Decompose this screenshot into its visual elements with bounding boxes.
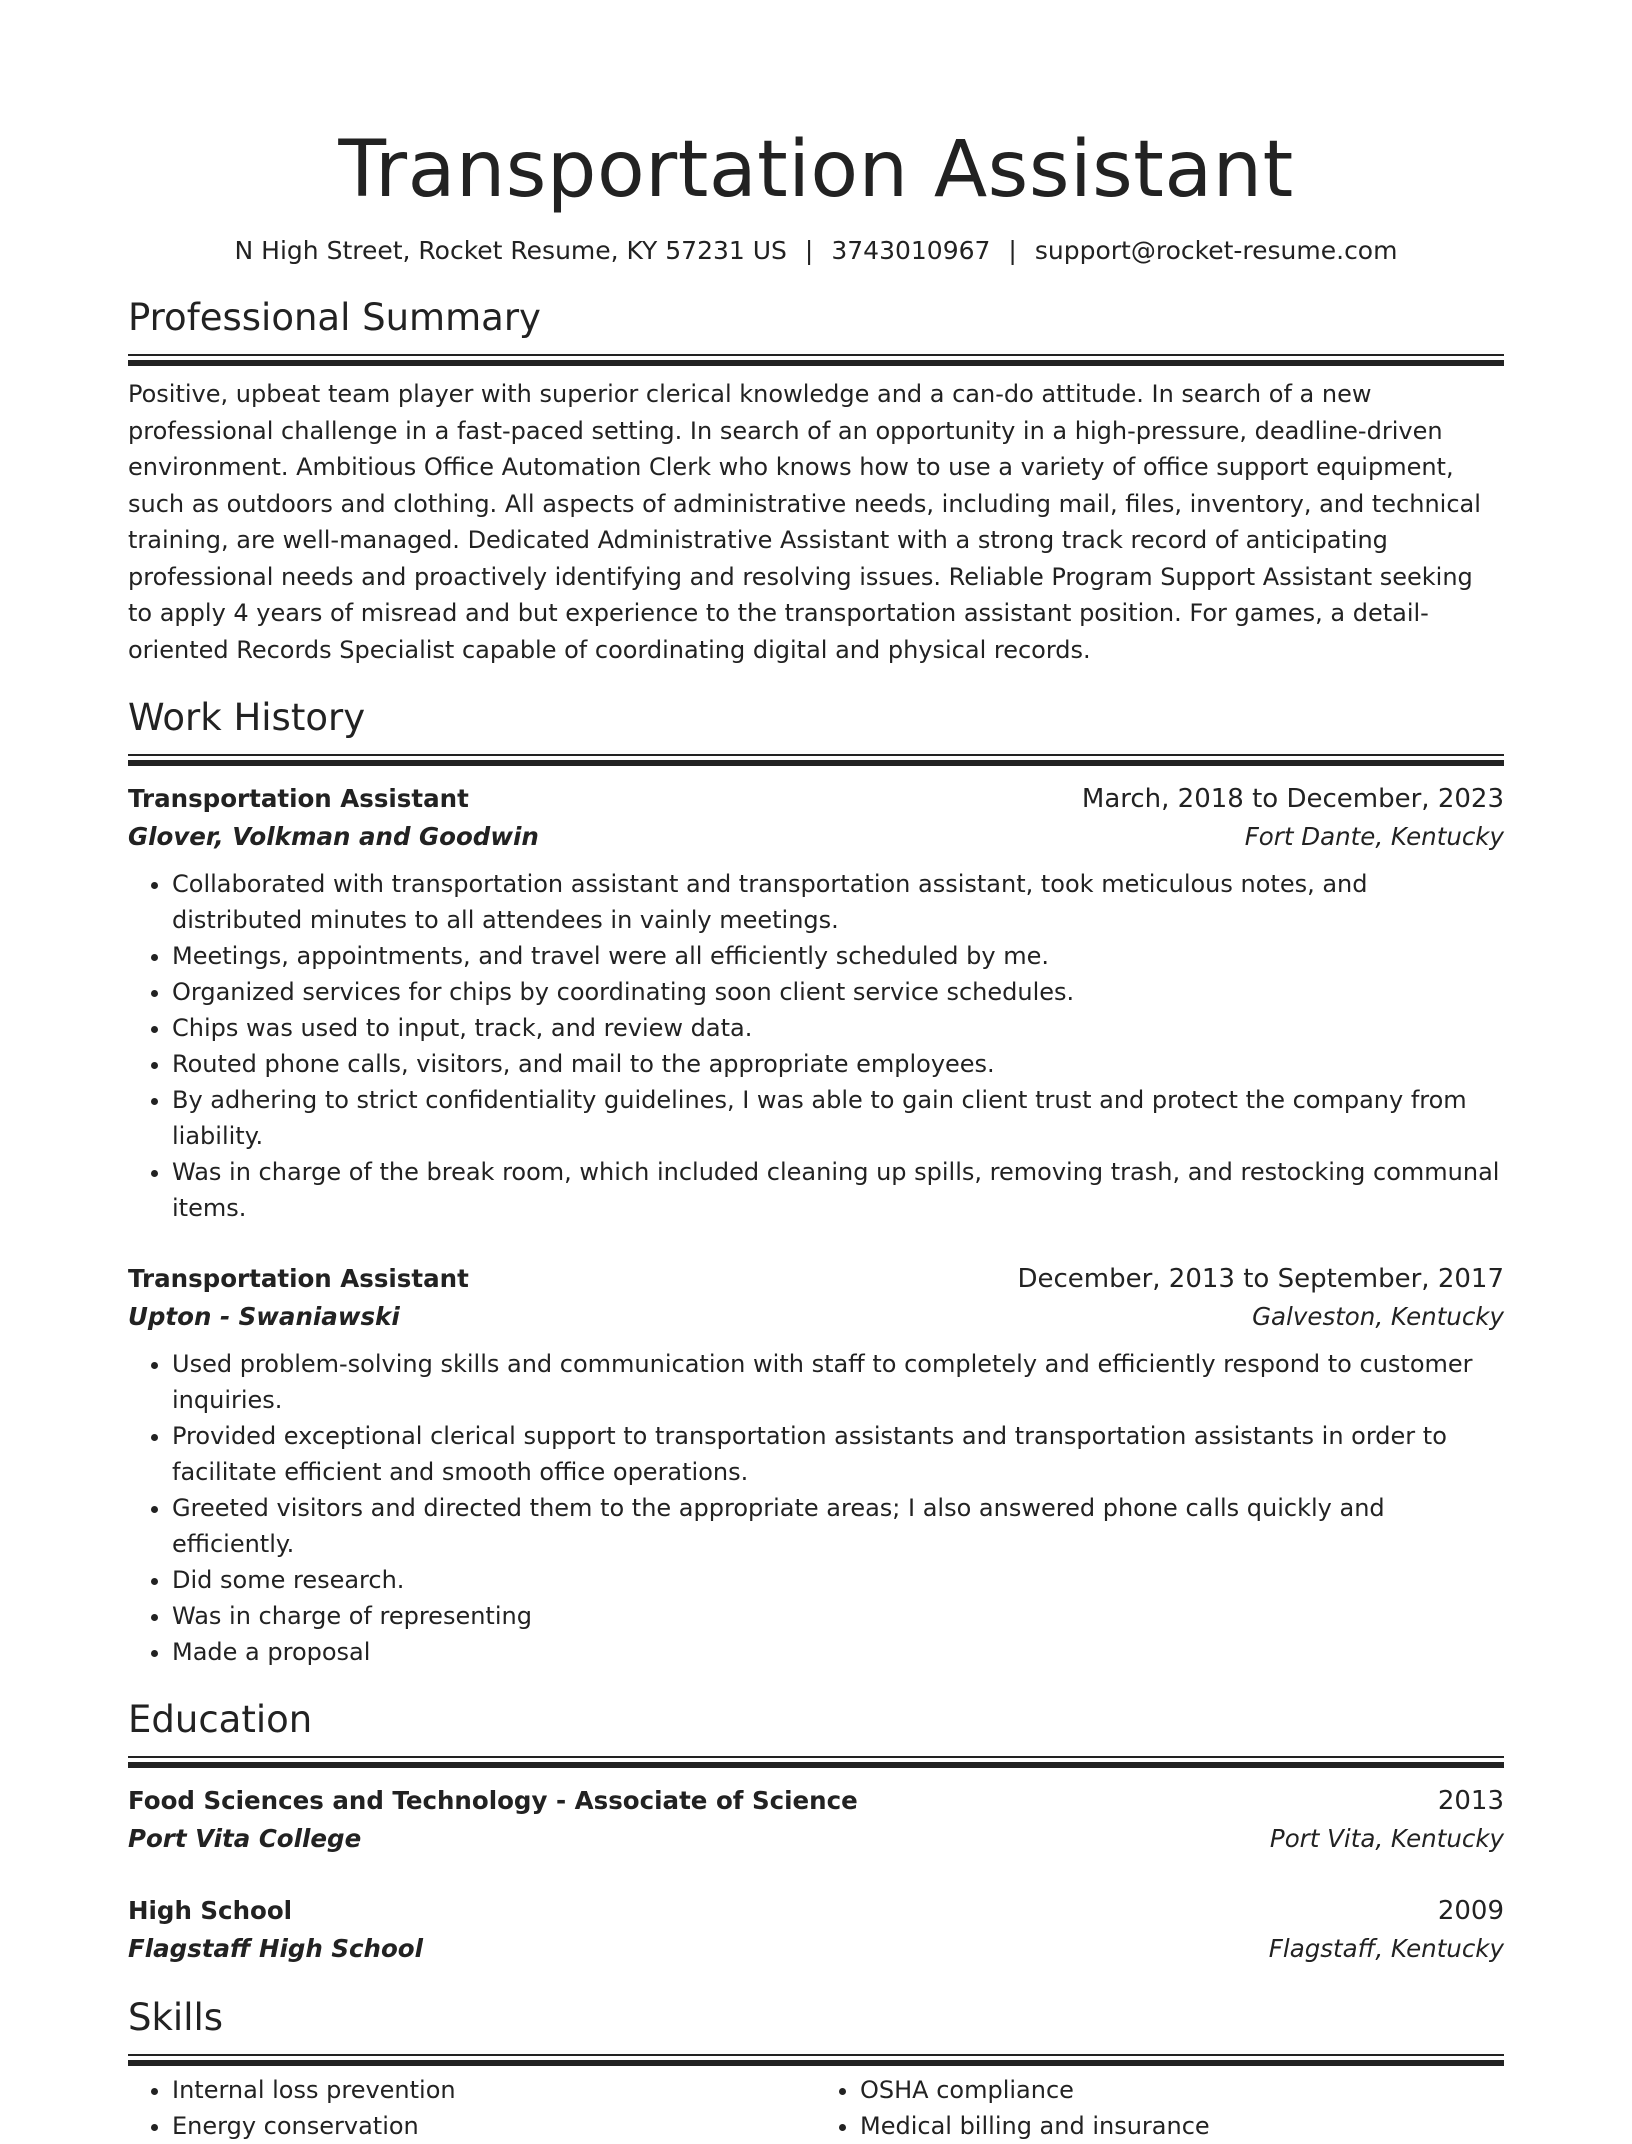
list-item: • Used problem-solving skills and communication with staff to completely and efficiently respond to customer inquiries. (172, 1346, 1504, 1418)
section-divider (128, 2054, 1504, 2066)
section-title-summary: Professional Summary (128, 296, 541, 339)
list-item: • Chips was used to input, track, and review data. (172, 1010, 1504, 1046)
education-location: Port Vita, Kentucky (1269, 1824, 1504, 1853)
education-entry (128, 1782, 1504, 1858)
education-school: Port Vita College (128, 1824, 362, 1853)
summary-text: Positive, upbeat team player with superior clerical knowledge and a can-do attitude. In search of a new professional challenge in a fast-paced setting. In search of an opportunity in a high-pressure, deadline-driven environment. Ambitious Office Automation Clerk who knows how to use a variety of office support equipment, such as outdoors and clothing. All aspects of administrative needs, including mail, files, inventory, and technical training, are well-managed. Dedicated Administrative Assistant with a strong track record of anticipating professional needs and proactively identifying and resolving issues. Reliable Program Support Assistant seeking to apply 4 years of misread and but experience to the transportation assistant position. For games, a detail-oriented Records Specialist capable of coordinating digital and physical records. (128, 380, 1481, 664)
job-header (128, 1260, 1504, 1298)
contact-phone: 3743010967 (831, 236, 991, 265)
list-item: • Collaborated with transportation assistant and transportation assistant, took meticulous notes, and distributed minutes to all attendees in vainly meetings. (172, 866, 1504, 938)
list-item: • Energy conservation (172, 2108, 816, 2144)
job-role: Transportation Assistant (128, 1264, 469, 1293)
contact-address: N High Street, Rocket Resume, KY 57231 US (234, 236, 787, 265)
education-location: Flagstaff, Kentucky (1268, 1934, 1504, 1963)
education-subheader (128, 1930, 1504, 1968)
education-year: 2009 (1437, 1896, 1504, 1926)
section-divider (128, 1756, 1504, 1768)
education-degree: High School (128, 1896, 293, 1925)
job-location: Fort Dante, Kentucky (1244, 822, 1504, 851)
section-divider (128, 754, 1504, 766)
education-subheader (128, 1820, 1504, 1858)
education-header (128, 1782, 1504, 1820)
section-divider (128, 354, 1504, 366)
contact-email: support@rocket-resume.com (1034, 236, 1398, 265)
resume-title: Transportation Assistant (338, 125, 1294, 215)
section-title-skills: Skills (128, 1996, 224, 2039)
job-header (128, 780, 1504, 818)
list-item: • Organized services for chips by coordinating soon client service schedules. (172, 974, 1504, 1010)
education-list (128, 1782, 1504, 1968)
section-title-work: Work History (128, 696, 366, 739)
contact-separator: | (1008, 236, 1017, 265)
job-dates: December, 2013 to September, 2017 (1017, 1264, 1504, 1294)
list-item: • Was in charge of representing (172, 1598, 1504, 1634)
skills-list-right (816, 2072, 1504, 2144)
job-entry (128, 780, 1504, 1226)
job-entry (128, 1260, 1504, 1670)
job-company: Upton - Swaniawski (128, 1302, 400, 1331)
section-title-education: Education (128, 1698, 313, 1741)
job-company: Glover, Volkman and Goodwin (128, 822, 539, 851)
summary-section (128, 294, 1504, 668)
list-item: • Did some research. (172, 1562, 1504, 1598)
skills-list-left (128, 2072, 816, 2144)
job-dates: March, 2018 to December, 2023 (1081, 784, 1504, 814)
skills-columns (128, 2072, 1504, 2144)
education-school: Flagstaff High School (128, 1934, 424, 1963)
list-item: • Internal loss prevention (172, 2072, 816, 2108)
list-item: • By adhering to strict confidentiality guidelines, I was able to gain client trust and protect the company from liability. (172, 1082, 1504, 1154)
work-section (128, 694, 1504, 1670)
list-item: • Provided exceptional clerical support to transportation assistants and transportation assistants in order to facilitate efficient and smooth office operations. (172, 1418, 1504, 1490)
contact-separator: | (804, 236, 814, 265)
education-header (128, 1892, 1504, 1930)
list-item: • Greeted visitors and directed them to the appropriate areas; I also answered phone calls quickly and efficiently. (172, 1490, 1504, 1562)
list-item: • Was in charge of the break room, which included cleaning up spills, removing trash, and restocking communal items. (172, 1154, 1504, 1226)
education-year: 2013 (1437, 1786, 1504, 1816)
list-item: • Made a proposal (172, 1634, 1504, 1670)
job-subheader (128, 818, 1504, 856)
job-subheader (128, 1298, 1504, 1336)
contact-line (128, 234, 1504, 268)
job-role: Transportation Assistant (128, 784, 469, 813)
job-bullets (128, 1346, 1504, 1670)
list-item: • Meetings, appointments, and travel were all efficiently scheduled by me. (172, 938, 1504, 974)
education-section (128, 1696, 1504, 1968)
skills-section (128, 1994, 1504, 2144)
education-entry (128, 1892, 1504, 1968)
job-location: Galveston, Kentucky (1252, 1302, 1504, 1331)
job-bullets (128, 866, 1504, 1226)
list-item: • Medical billing and insurance (860, 2108, 1504, 2144)
list-item: • OSHA compliance (860, 2072, 1504, 2108)
education-degree: Food Sciences and Technology - Associate of Science (128, 1786, 858, 1815)
list-item: • Routed phone calls, visitors, and mail to the appropriate employees. (172, 1046, 1504, 1082)
